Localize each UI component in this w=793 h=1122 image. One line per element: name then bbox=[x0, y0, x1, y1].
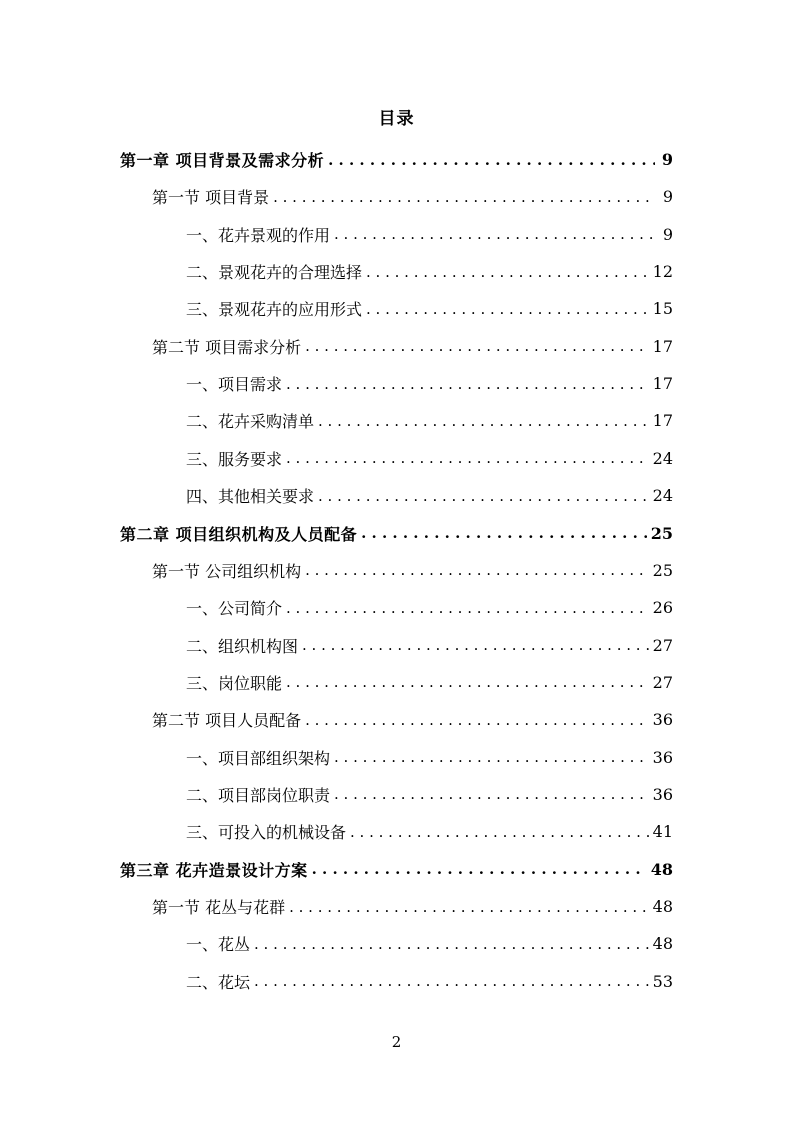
toc-entry-level-1[interactable] bbox=[120, 141, 673, 178]
toc-entry-label: 第二章 项目组织机构及人员配备 bbox=[120, 524, 358, 544]
toc-entry-page: 17 bbox=[652, 411, 673, 431]
toc-leader-dots bbox=[254, 935, 649, 953]
toc-entry-level-3[interactable] bbox=[186, 477, 673, 514]
toc-leader-dots bbox=[286, 599, 649, 617]
toc-entry-level-3[interactable] bbox=[186, 440, 673, 477]
toc-entry-level-3[interactable] bbox=[186, 402, 673, 439]
toc-entry-page: 25 bbox=[650, 523, 673, 543]
toc-entry-level-3[interactable] bbox=[186, 664, 673, 701]
toc-entry-page: 27 bbox=[652, 672, 673, 692]
toc-entry-level-3[interactable] bbox=[186, 290, 673, 327]
toc-entry-page: 36 bbox=[652, 710, 673, 730]
toc-entry-page: 48 bbox=[652, 934, 673, 954]
toc-leader-dots bbox=[350, 823, 649, 841]
toc-entry-page: 48 bbox=[650, 859, 673, 879]
toc-entry-label: 第二节 项目需求分析 bbox=[152, 337, 302, 357]
toc-entry-level-3[interactable] bbox=[186, 216, 673, 253]
toc-entry-level-2[interactable] bbox=[152, 701, 673, 738]
toc-entry-page: 17 bbox=[652, 374, 673, 394]
toc-leader-dots bbox=[334, 748, 649, 766]
toc-entry-level-1[interactable] bbox=[120, 515, 673, 552]
toc-entry-label: 第一节 项目背景 bbox=[152, 188, 270, 208]
toc-entry-page: 9 bbox=[662, 224, 673, 244]
toc-entry-label: 三、服务要求 bbox=[186, 449, 283, 469]
toc-entry-level-3[interactable] bbox=[186, 963, 673, 1000]
toc-entry-level-3[interactable] bbox=[186, 627, 673, 664]
toc-entry-label: 第一章 项目背景及需求分析 bbox=[120, 151, 325, 170]
toc-entry-label: 二、花卉采购清单 bbox=[186, 412, 315, 432]
toc-leader-dots bbox=[273, 188, 655, 206]
toc-entry-page: 53 bbox=[652, 971, 673, 991]
toc-leader-dots bbox=[361, 524, 647, 542]
toc-entry-level-3[interactable] bbox=[186, 925, 673, 962]
toc-leader-dots bbox=[305, 711, 649, 729]
toc-leader-dots bbox=[328, 151, 655, 169]
toc-leader-dots bbox=[334, 225, 655, 243]
toc-entry-page: 15 bbox=[652, 299, 673, 319]
toc-title: 目录 bbox=[378, 109, 415, 129]
toc-entry-label: 二、景观花卉的合理选择 bbox=[186, 263, 363, 283]
toc-entry-label: 三、景观花卉的应用形式 bbox=[186, 300, 363, 320]
toc-entry-page: 24 bbox=[652, 486, 673, 506]
toc-entry-label: 第三章 花卉造景设计方案 bbox=[120, 860, 308, 880]
toc-entry-level-3[interactable] bbox=[186, 813, 673, 850]
toc-entry-level-2[interactable] bbox=[152, 178, 673, 215]
toc-entry-page: 41 bbox=[652, 822, 673, 842]
toc-leader-dots bbox=[334, 785, 649, 803]
toc-entry-page: 27 bbox=[652, 635, 673, 655]
toc-leader-dots bbox=[286, 375, 649, 393]
toc-leader-dots bbox=[286, 449, 649, 467]
page-number: 2 bbox=[391, 1033, 402, 1051]
toc-entry-label: 三、可投入的机械设备 bbox=[186, 823, 347, 843]
toc-entry-label: 第二节 项目人员配备 bbox=[152, 711, 302, 731]
toc-entry-level-1[interactable] bbox=[120, 851, 673, 888]
toc-leader-dots bbox=[366, 300, 649, 318]
toc-entry-page: 17 bbox=[652, 336, 673, 356]
toc-entry-label: 一、花卉景观的作用 bbox=[186, 225, 331, 245]
toc-entry-label: 第一节 公司组织机构 bbox=[152, 561, 302, 581]
toc-entry-page: 48 bbox=[652, 897, 673, 916]
toc-entry-level-3[interactable] bbox=[186, 776, 673, 813]
toc-entry-level-3[interactable] bbox=[186, 253, 673, 290]
toc-leader-dots bbox=[318, 487, 649, 505]
toc-entry-page: 36 bbox=[652, 784, 673, 804]
toc-leader-dots bbox=[254, 972, 649, 990]
toc-entry-page: 26 bbox=[652, 598, 673, 618]
toc-entry-page: 24 bbox=[652, 448, 673, 468]
toc-entry-label: 三、岗位职能 bbox=[186, 673, 283, 693]
toc-entry-label: 二、组织机构图 bbox=[186, 636, 299, 656]
toc-leader-dots bbox=[302, 636, 649, 654]
toc-leader-dots bbox=[366, 263, 649, 281]
toc-entry-page: 12 bbox=[652, 262, 673, 282]
toc-entry-label: 二、花坛 bbox=[186, 972, 251, 992]
toc-entry-label: 第一节 花丛与花群 bbox=[152, 898, 286, 917]
toc-entry-level-2[interactable] bbox=[152, 552, 673, 589]
toc-leader-dots bbox=[312, 860, 647, 878]
toc-entry-label: 一、项目部组织架构 bbox=[186, 748, 331, 768]
toc-entry-level-2[interactable] bbox=[152, 328, 673, 365]
toc-entry-page: 36 bbox=[652, 747, 673, 767]
toc-leader-dots bbox=[305, 337, 649, 355]
toc-entry-label: 一、花丛 bbox=[186, 935, 251, 955]
toc-leader-dots bbox=[289, 898, 649, 916]
toc-entry-label: 一、项目需求 bbox=[186, 375, 283, 395]
toc-entry-level-3[interactable] bbox=[186, 589, 673, 626]
toc-leader-dots bbox=[286, 673, 649, 691]
toc-entry-page: 9 bbox=[661, 150, 673, 169]
toc-entry-level-2[interactable] bbox=[152, 888, 673, 925]
toc-entry-page: 25 bbox=[652, 560, 673, 580]
toc-entry-label: 一、公司简介 bbox=[186, 599, 283, 619]
toc-entry-page: 9 bbox=[662, 187, 673, 207]
toc-entry-label: 二、项目部岗位职责 bbox=[186, 785, 331, 805]
toc-entry-label: 四、其他相关要求 bbox=[186, 487, 315, 507]
toc-entry-level-3[interactable] bbox=[186, 365, 673, 402]
toc-leader-dots bbox=[318, 412, 649, 430]
toc-leader-dots bbox=[305, 561, 649, 579]
toc-entry-level-3[interactable] bbox=[186, 739, 673, 776]
